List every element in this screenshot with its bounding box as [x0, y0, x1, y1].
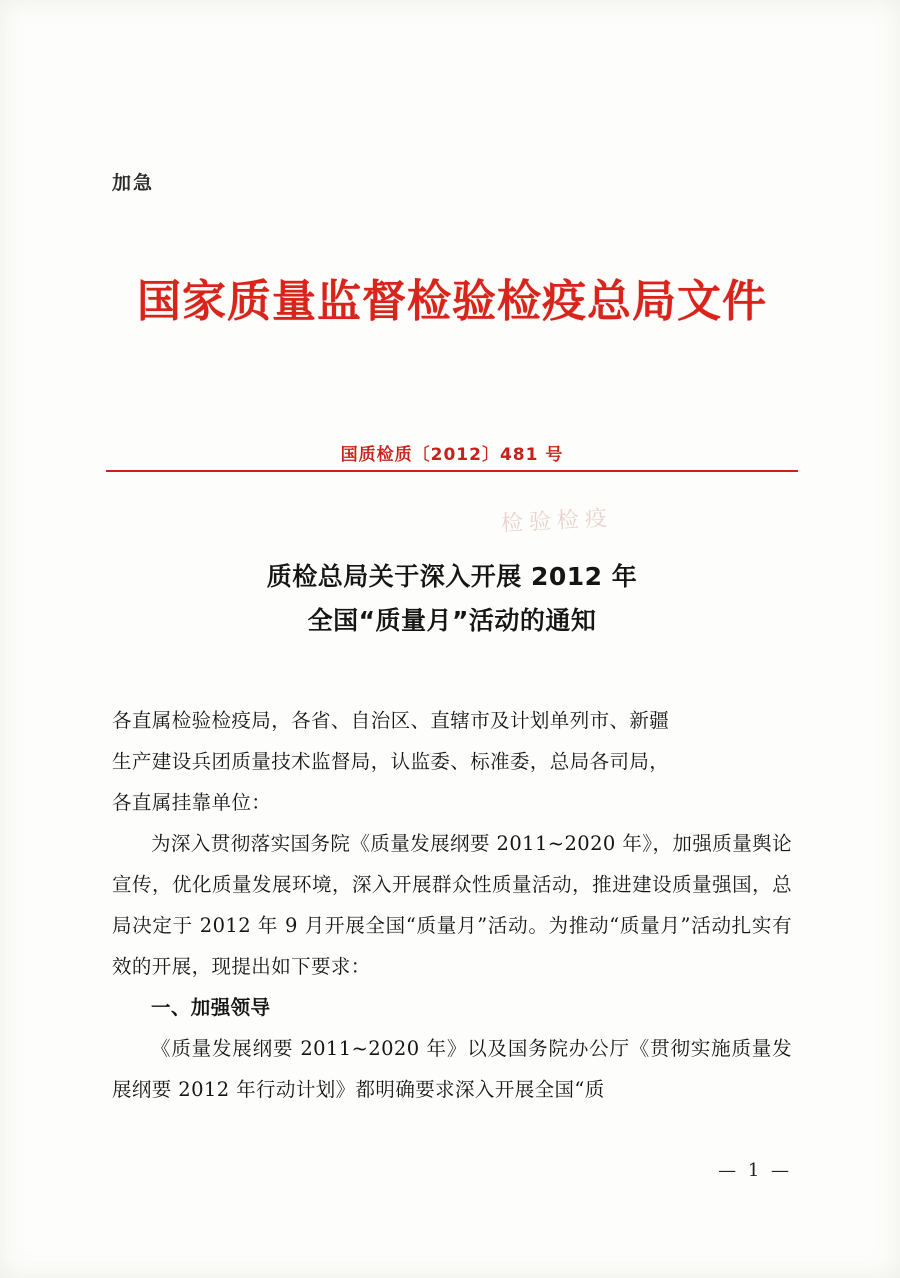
page-title-line-2: 全国“质量月”活动的通知 [307, 606, 597, 635]
seal-watermark: 检验检疫 [500, 506, 614, 537]
page-number: — 1 — [718, 1160, 792, 1181]
section-heading-1: 一、加强领导 [151, 996, 271, 1019]
document-masthead-title: 国家质量监督检验检疫总局文件 [137, 276, 767, 327]
document-number: 国质检质〔2012〕481 号 [340, 445, 564, 465]
document-content-area [112, 0, 792, 1278]
urgency-mark: 加急 [112, 172, 155, 194]
page-title-line-1: 质检总局关于深入开展 2012 年 [266, 562, 638, 591]
section-1-paragraph: 《质量发展纲要 2011~2020 年》以及国务院办公厅《贯彻实施质量发展纲要 2012 年行动计划》都明确要求深入开展全国“质 [112, 1037, 792, 1101]
addressee-line-1: 各直属检验检疫局，各省、自治区、直辖市及计划单列市、新疆 [112, 709, 670, 732]
body-paragraph-1: 为深入贯彻落实国务院《质量发展纲要 2011~2020 年》，加强质量舆论宣传，优化质量发展环境，深入开展群众性质量活动，推进建设质量强国，总局决定于 2012 年 9 月开展全国“质量月”活动。为推动“质量月”活动扎实有效的开展，现提出如下要求： [112, 832, 792, 978]
addressee-line-2: 生产建设兵团质量技术监督局，认监委、标准委，总局各司局， [112, 750, 670, 773]
document-body [112, 700, 792, 1110]
red-horizontal-rule [106, 470, 798, 472]
addressee-line-3: 各直属挂靠单位： [112, 791, 272, 814]
page-title [112, 555, 792, 643]
